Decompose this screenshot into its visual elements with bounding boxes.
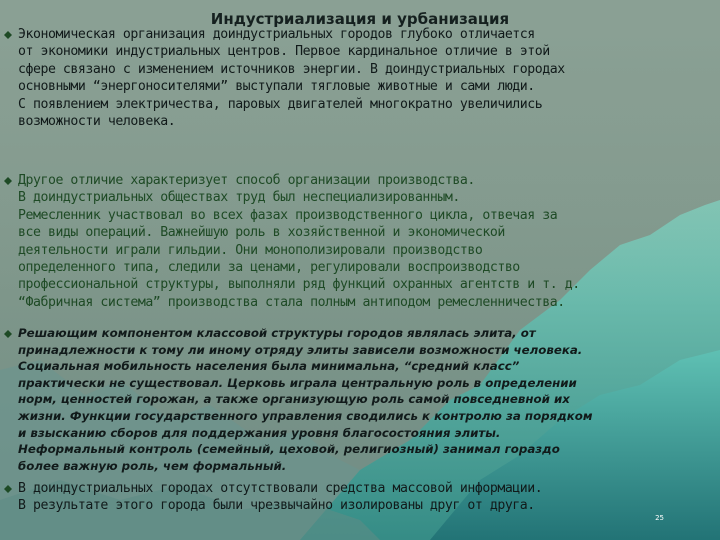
bullet-item-elite bbox=[4, 325, 708, 474]
bullet-text: В доиндустриальных городах отсутствовали средства массовой информации. В результате этого города были чрезвычайно изолированы друг от друга. bbox=[18, 481, 543, 514]
bullet-item-energy bbox=[4, 26, 708, 130]
bullet-item-media bbox=[4, 480, 708, 515]
bullet-text: Другое отличие характеризует способ организации производства. В доиндустриальных обществах труд был неспециализированным. Ремесленник участвовал во всех фазах производственного цикла, отвечая за все виды операций. Важнейшую роль в хозяйственной и экономической деятельности играли гильдии. Они монополизировали производство определенного типа, следили за ценами, регулировали воспроизводство профессиональной структуры, выполняли ряд функций охранных агентств и т. д. “Фабричная система” производства стала полным антиподом ремесленничества. bbox=[18, 173, 580, 310]
diamond-bullet-icon bbox=[4, 177, 12, 185]
bullet-text: Экономическая организация доиндустриальных городов глубоко отличается от экономики индустриальных центров. Первое кардинальное отличие в этой сфере связано с изменением источников энергии. В доиндустриальных городах основными “энергоносителями” выступали тягловые животные и сами люди. С появлением электричества, паровых двигателей многократно увеличились возможности человека. bbox=[18, 27, 565, 130]
page-number: 25 bbox=[655, 514, 664, 522]
slide-title: Индустриализация и урбанизация bbox=[210, 10, 510, 28]
diamond-bullet-icon bbox=[4, 330, 12, 338]
diamond-bullet-icon bbox=[4, 485, 12, 493]
bullet-text: Решающим компонентом классовой структуры городов являлась элита, от принадлежности к тому ли иному отряду элиты зависели возможности человека. Социальная мобильность населения была минимальна, “средний класс” практически не существовал. Церковь играла центральную роль в определении норм, ценностей горожан, а также организующую роль самой повседневной их жизни. Функции государственного управления сводились к контролю за порядком и взысканию сборов для поддержания уровня благосостояния элиты. Неформальный контроль (семейный, цеховой, религиозный) занимал гораздо более важную роль, чем формальный. bbox=[18, 326, 593, 473]
diamond-bullet-icon bbox=[4, 31, 12, 39]
bullet-item-production bbox=[4, 172, 708, 311]
